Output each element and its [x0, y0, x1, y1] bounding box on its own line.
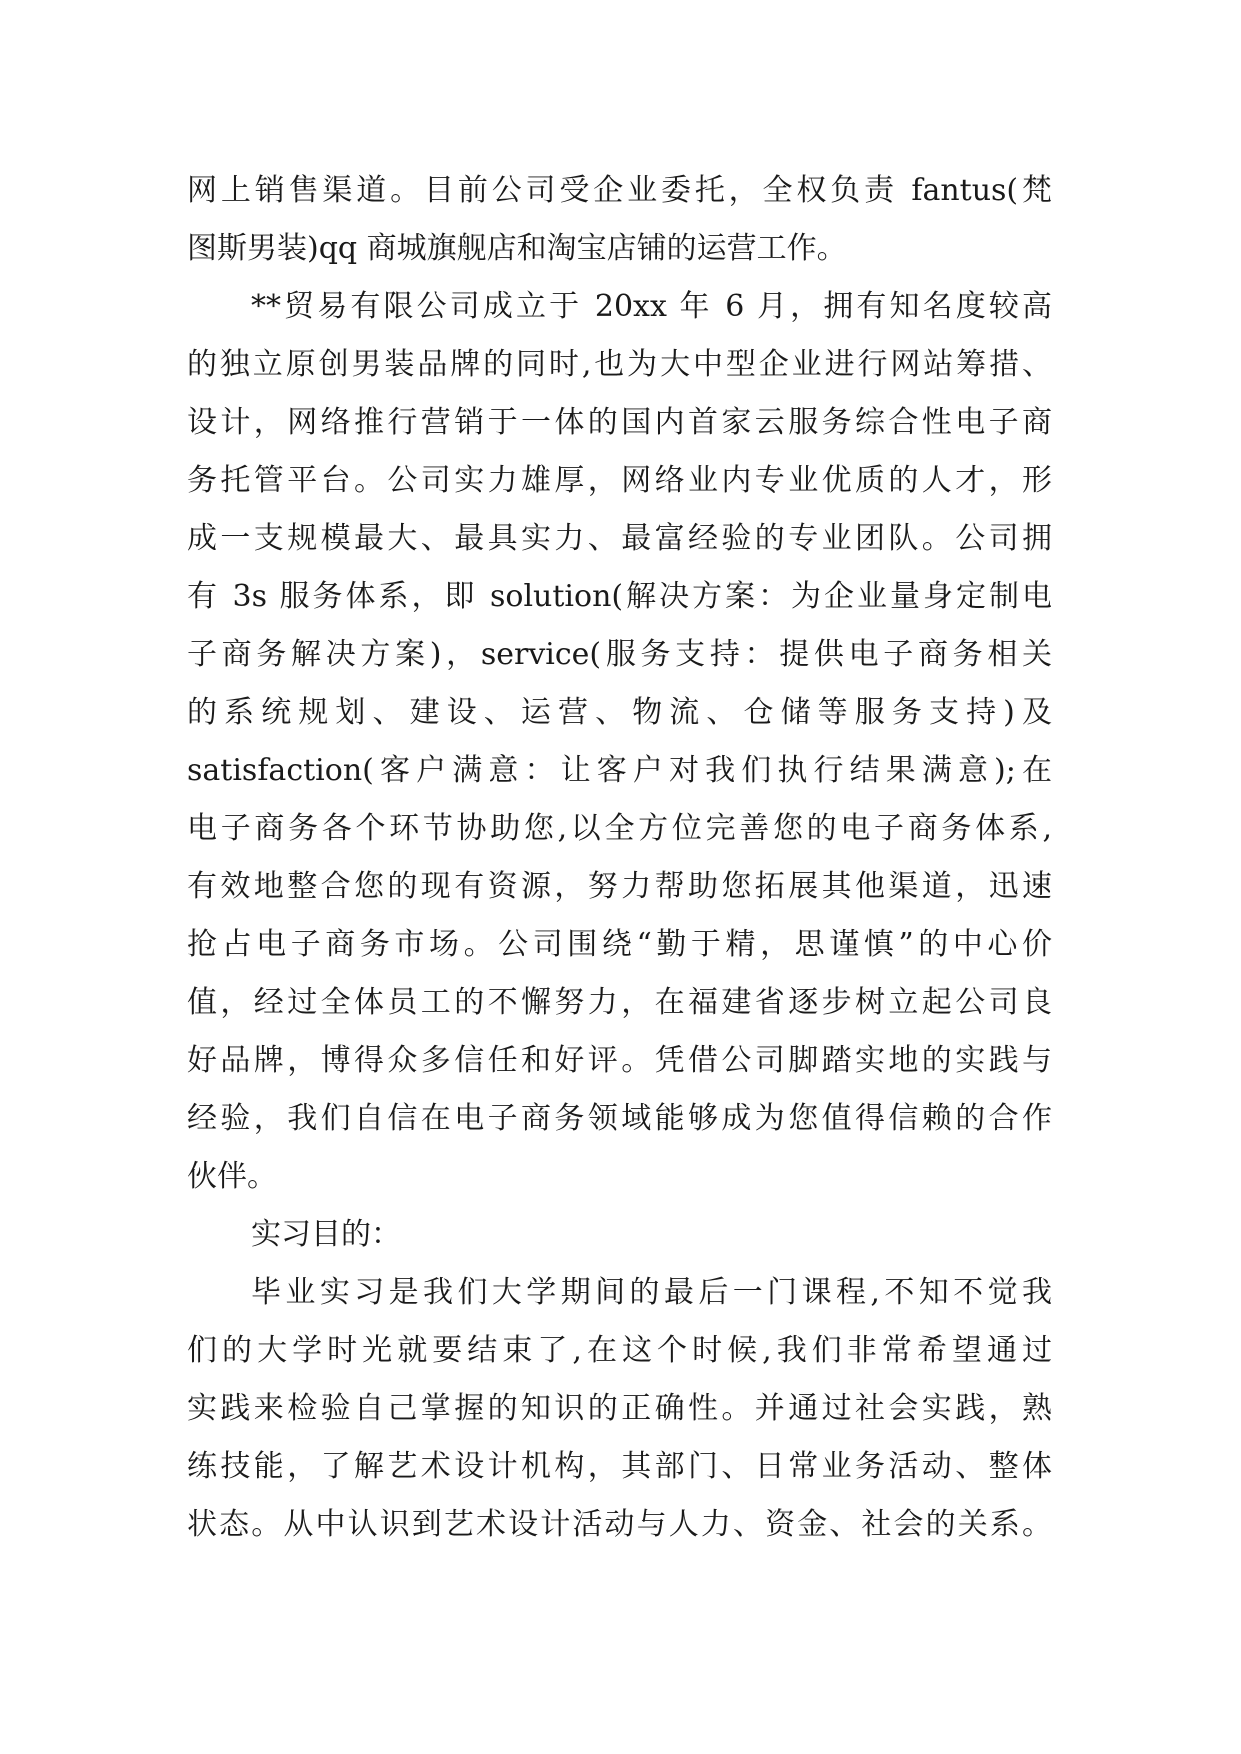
section-heading-internship-purpose: 实习目的：: [251, 1217, 401, 1252]
paragraph-4-line-3: 实践来检验自己掌握的知识的正确性。并通过社会实践，熟: [187, 1391, 1052, 1426]
paragraph-2-line-5: 成一支规模最大、最具实力、最富经验的专业团队。公司拥: [187, 521, 1052, 556]
paragraph-4-line-4: 练技能，了解艺术设计机构，其部门、日常业务活动、整体: [187, 1449, 1052, 1484]
paragraph-2-line-3: 设计，网络推行营销于一体的国内首家云服务综合性电子商: [187, 405, 1052, 440]
paragraph-2-line-8: 的系统规划、建设、运营、物流、仓储等服务支持)及: [187, 695, 1052, 730]
paragraph-2-line-14: 好品牌，博得众多信任和好评。凭借公司脚踏实地的实践与: [187, 1043, 1052, 1078]
paragraph-4-line-2: 们的大学时光就要结束了,在这个时候,我们非常希望通过: [187, 1333, 1052, 1368]
paragraph-1-line-1: 网上销售渠道。目前公司受企业委托，全权负责 fantus(梵: [187, 173, 1052, 208]
paragraph-1-line-2: 图斯男装)qq 商城旗舰店和淘宝店铺的运营工作。: [187, 231, 847, 266]
paragraph-2-line-1: **贸易有限公司成立于 20xx 年 6 月，拥有知名度较高: [251, 289, 1052, 324]
paragraph-4-line-1: 毕业实习是我们大学期间的最后一门课程,不知不觉我: [251, 1275, 1052, 1310]
document-body: [187, 162, 1052, 1554]
paragraph-2-line-15: 经验，我们自信在电子商务领域能够成为您值得信赖的合作: [187, 1101, 1052, 1136]
paragraph-2-line-7: 子商务解决方案)，service(服务支持：提供电子商务相关: [187, 637, 1052, 672]
paragraph-2-line-13: 值，经过全体员工的不懈努力，在福建省逐步树立起公司良: [187, 985, 1052, 1020]
paragraph-4-line-5: 状态。从中认识到艺术设计活动与人力、资金、社会的关系。: [187, 1507, 1052, 1542]
paragraph-2-line-4: 务托管平台。公司实力雄厚，网络业内专业优质的人才，形: [187, 463, 1052, 498]
paragraph-2-line-12: 抢占电子商务市场。公司围绕“勤于精，思谨慎”的中心价: [187, 927, 1052, 962]
paragraph-2-line-6: 有 3s 服务体系，即 solution(解决方案：为企业量身定制电: [187, 579, 1052, 614]
paragraph-2-line-16: 伙伴。: [187, 1159, 277, 1194]
paragraph-2-line-11: 有效地整合您的现有资源，努力帮助您拓展其他渠道，迅速: [187, 869, 1052, 904]
paragraph-2-line-2: 的独立原创男装品牌的同时,也为大中型企业进行网站筹措、: [187, 347, 1052, 382]
paragraph-2-line-9: satisfaction(客户满意：让客户对我们执行结果满意);在: [187, 753, 1052, 788]
paragraph-2-line-10: 电子商务各个环节协助您,以全方位完善您的电子商务体系,: [187, 811, 1052, 846]
